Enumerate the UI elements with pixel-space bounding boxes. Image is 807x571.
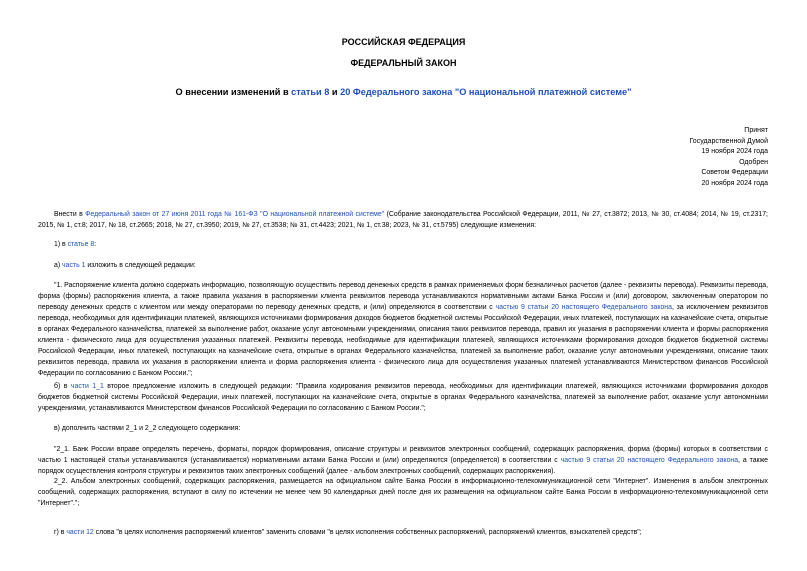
part-1-paragraph: [38, 280, 768, 379]
item-1: [38, 239, 768, 250]
item-b-text-rest: второе предложение изложить в следующей редакции: "Правила кодирования реквизитов перевода, необходимых для идентификации платежей, являющихся источниками формирования доходов бюджетов бюджетной системы Российской Федерации, иных платежей, поступающих на казначейские счета, открытые в органах Федерального казначейства, платежей за выполнение работ, оказание услуг автономными учреждениями, устанавливаются Министерством финансов Российской Федерации по согласованию с Банком России.";: [38, 383, 768, 412]
approved-label: Одобрен: [739, 158, 768, 166]
part-1-1-link[interactable]: части 1_1: [70, 383, 104, 390]
intro-text: Внести в: [54, 211, 86, 218]
part-2-1-text-rest: , а также порядок осуществления контроля структуры и реквизитов таких электронных сообщений (далее - альбом электронных сообщений, содержащих распоряжения).: [38, 457, 769, 475]
item-a-text-rest: изложить в следующей редакции:: [85, 262, 196, 269]
adopted-date: 19 ноября 2024 года: [701, 148, 768, 155]
item-1-text: 1) в: [54, 241, 68, 248]
article-20-link[interactable]: 20 Федерального закона "О национальной платежной системе": [340, 87, 632, 97]
approved-by: Советом Федерации: [701, 169, 768, 176]
adopted-label: Принят: [744, 127, 768, 134]
intro-paragraph: [38, 209, 768, 231]
part-1-text-rest: , за исключением реквизитов перевода, необходимых для идентификации платежей, являющихся источниками формирования доходов бюджетов бюджетной системы Российской Федерации, иных платежей, поступающих на казначейские счета, открытые в органах Федерального казначейства, платежей за выполнение работ, оказание услуг автономными учреждениями, описания таких реквизитов перевода, правил их указания в распоряжении клиента и формы распоряжения клиента - физического лица для осуществления указанных платежей. Реквизиты перевода, необходимые для идентификации платежей, являющихся источниками формирования доходов бюджетов бюджетной системы Российской Федерации, иных платежей, поступающих на казначейские счета, открытые в органах Федерального казначейства, платежей за выполнение работ, оказание услуг автономными учреждениями, описание таких реквизитов перевода, правила их указания в распоряжении клиента и форма распоряжения клиента - физического лица для осуществления указанных платежей устанавливаются Министерством финансов Российской Федерации по согласованию с Банком России.";: [38, 304, 768, 377]
item-b: [38, 381, 768, 414]
item-v: в) дополнить частями 2_1 и 2_2 следующего содержания:: [54, 425, 241, 432]
part-9-article-20-link[interactable]: частью 9 статьи 20 настоящего Федерального закона: [495, 304, 672, 311]
item-1-colon: :: [94, 241, 97, 248]
part-2-1-text: "2_1. Банк России вправе определять перечень, форматы, порядок формирования, описание структуры и реквизитов электронных сообщений, содержащих распоряжения, форма (формы) которых в соответствии с частью 1 настоящей статьи устанавливаются (устанавливается) нормативными актами Банка России и (или) определяются (определяется) в соответствии с: [38, 446, 768, 464]
part-9-article-20-link-2[interactable]: частью 9 статьи 20 настоящего Федерального закона: [560, 457, 739, 464]
law-title-and: и: [329, 87, 341, 97]
item-a-text: а): [54, 262, 63, 269]
law-title-text: О внесении изменений в: [175, 87, 292, 97]
country-heading: РОССИЙСКАЯ ФЕДЕРАЦИЯ: [341, 37, 466, 47]
article-8-item-link[interactable]: статье 8: [67, 241, 95, 248]
item-b-text: б) в: [54, 383, 71, 390]
item-g-text-rest: слова "в целях исполнения распоряжений клиентов" заменить словами "в целях исполнения собственных распоряжений, распоряжений клиентов, взыскателей средств";: [93, 529, 642, 536]
law-type-heading: ФЕДЕРАЛЬНЫЙ ЗАКОН: [350, 58, 457, 68]
part-12-link[interactable]: части 12: [66, 529, 94, 536]
adoption-block: [689, 126, 768, 189]
adopted-by: Государственной Думой: [689, 137, 768, 145]
federal-law-link[interactable]: Федеральный закон от 27 июня 2011 года № 161-ФЗ "О национальной платежной системе": [85, 211, 385, 218]
part-1-link[interactable]: часть 1: [62, 262, 86, 269]
part-2-1-paragraph: [38, 444, 768, 477]
item-g: [38, 527, 768, 538]
law-title: [0, 87, 807, 97]
approved-date: 20 ноября 2024 года: [701, 179, 768, 187]
part-2-2-paragraph: 2_2. Альбом электронных сообщений, содержащих распоряжения, размещается на официальном сайте Банка России в информационно-телекоммуникационной сети "Интернет". Изменения в альбом электронных сообщений, содержащих распоряжения, вступают в силу по истечении не менее чем 90 календарных дней после дня их размещения на официальном сайте Банка России в информационно-телекоммуникационной сети "Интернет".";: [38, 478, 768, 507]
article-8-link[interactable]: статьи 8: [291, 87, 330, 97]
item-g-text: г) в: [54, 529, 67, 536]
part-1-text: "1. Распоряжение клиента должно содержать информацию, позволяющую осуществить перевод денежных средств в рамках применяемых форм безналичных расчетов (далее - реквизиты перевода). Реквизиты перевода, форма (формы) распоряжения клиента, а также правила указания в распоряжении клиента реквизитов перевода устанавливаются нормативными актами Банка России и (или) договором, заключенным оператором по переводу денежных средств с клиентом или между операторами по переводу денежных средств, и (или) определяются в соответствии с: [38, 282, 768, 311]
item-a: [38, 260, 768, 271]
intro-text-rest: (Собрание законодательства Российской Федерации, 2011, № 27, ст.3872; 2013, № 30, ст.4084; 2014, № 19, ст.2317; 2015, № 1, ст.8; 2017, № 18, ст.2665; 2018, № 27, ст.3950; 2019, № 27, ст.3538; № 31, ст.4423; 2021, № 1, ст.38; 2023, № 31, ст.5795) следующие изменения:: [38, 211, 768, 229]
